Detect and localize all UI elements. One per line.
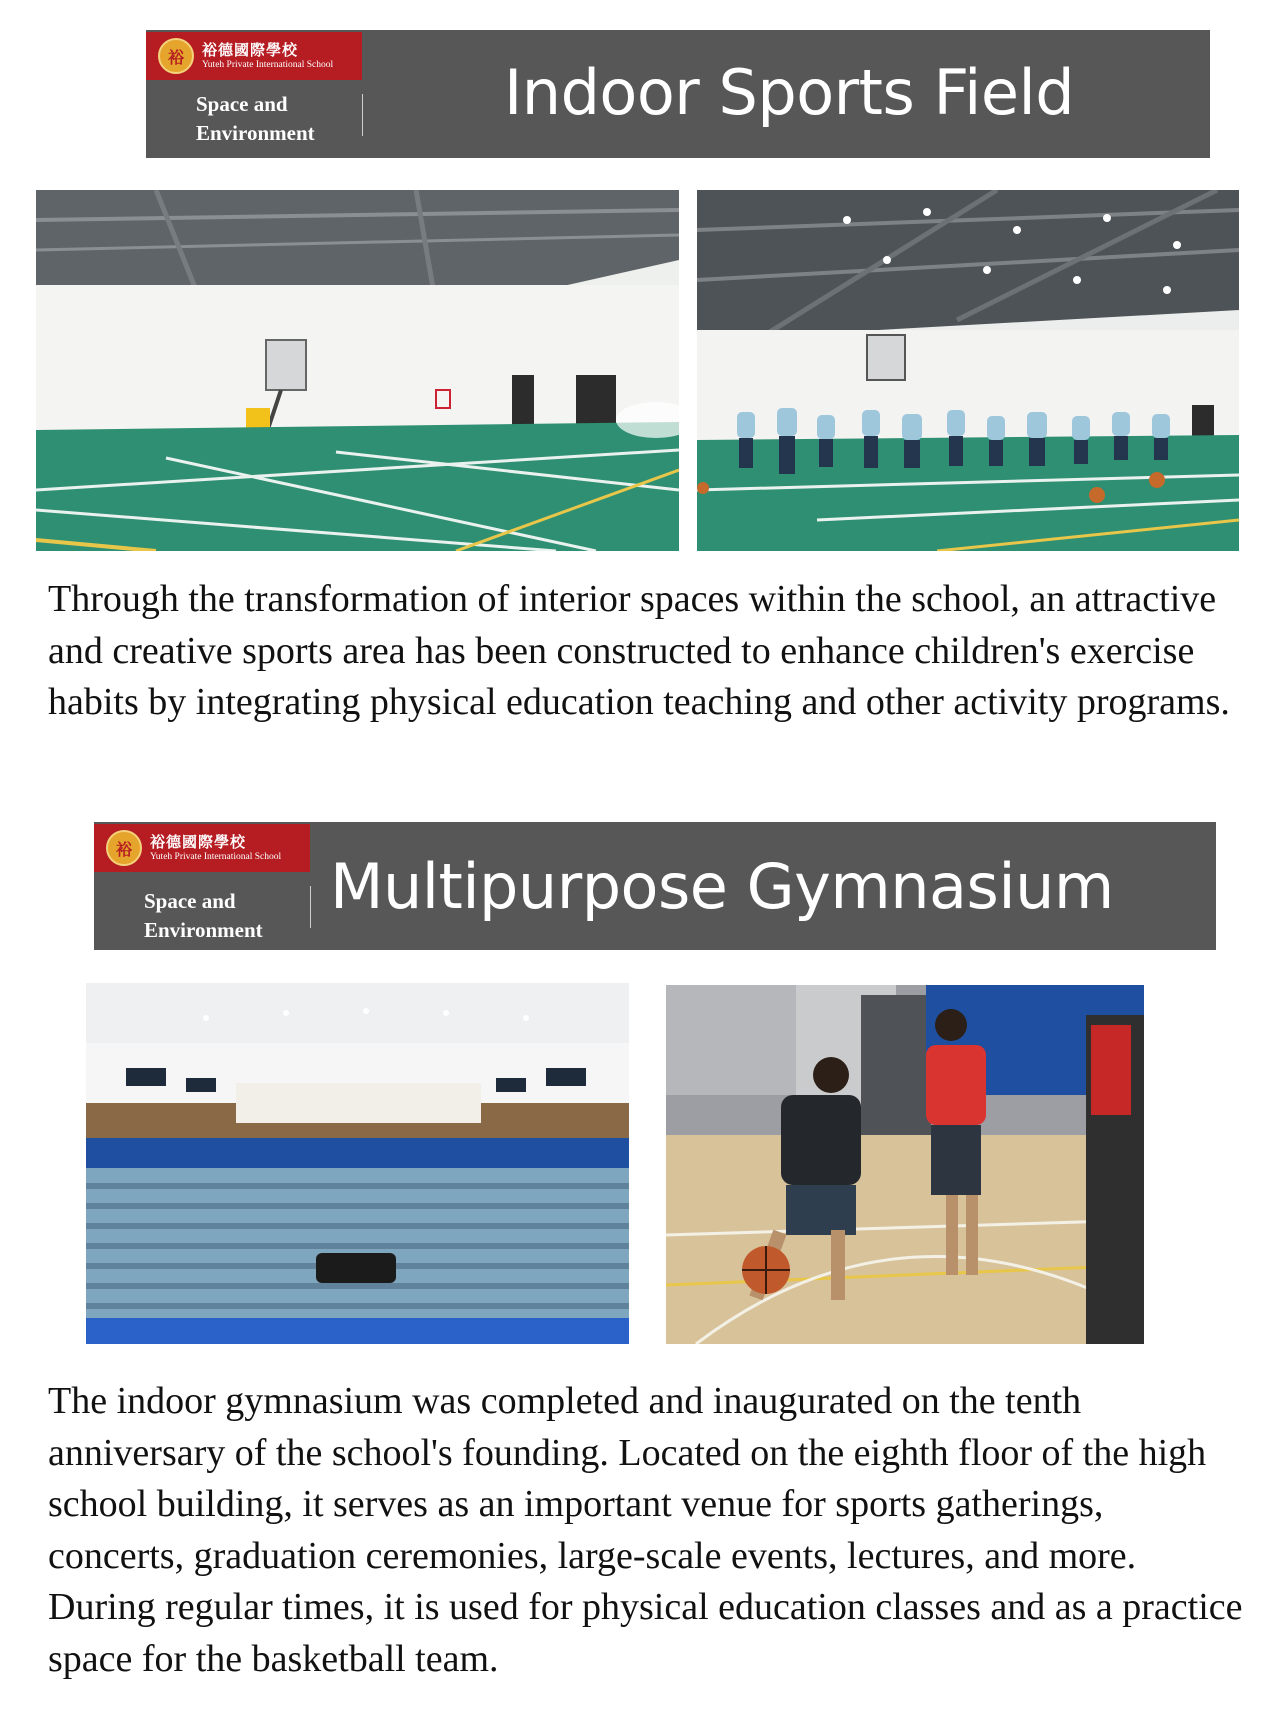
logo-english-name: Yuteh Private International School: [150, 852, 282, 862]
section-banner-gymnasium: [94, 822, 1216, 950]
banner-divider: [362, 94, 363, 136]
section-label-line2: Environment: [196, 121, 315, 145]
photo-basketball-practice: [666, 985, 1144, 1344]
section-label-line1: Space and: [144, 889, 236, 913]
section-label: [144, 887, 263, 945]
photo-empty-sports-field: [36, 190, 679, 551]
school-seal-icon: 裕: [106, 830, 142, 866]
photo-students-stretching: [697, 190, 1239, 551]
school-logo: [146, 32, 362, 80]
page-title: Indoor Sports Field: [504, 56, 1075, 129]
logo-chinese-name: 裕德國際學校: [202, 41, 299, 59]
section-label: [196, 90, 315, 148]
banner-divider: [310, 886, 311, 928]
school-seal-icon: 裕: [158, 38, 194, 74]
section-label-line1: Space and: [196, 92, 288, 116]
logo-chinese-name: 裕德國際學校: [150, 833, 247, 851]
logo-english-name: Yuteh Private International School: [202, 60, 334, 70]
section-title: Multipurpose Gymnasium: [330, 850, 1114, 923]
photo-gymnasium-assembly: [86, 983, 629, 1344]
gymnasium-description: The indoor gymnasium was completed and inaugurated on the tenth anniversary of the school's founding. Located on the eighth floor of the high school building, it serves as an important venue for sports gatherings, concerts, graduation ceremonies, large-scale events, lectures, and more. During regular times, it is used for physical education classes and as a practice space for the basketball team.: [48, 1380, 1243, 1680]
section-banner-indoor: [146, 30, 1210, 158]
school-logo: [94, 824, 310, 872]
indoor-field-description: Through the transformation of interior spaces within the school, an attractive and creative sports area has been constructed to enhance children's exercise habits by integrating physical education teaching and other activity programs.: [48, 578, 1230, 723]
section-label-line2: Environment: [144, 918, 263, 942]
